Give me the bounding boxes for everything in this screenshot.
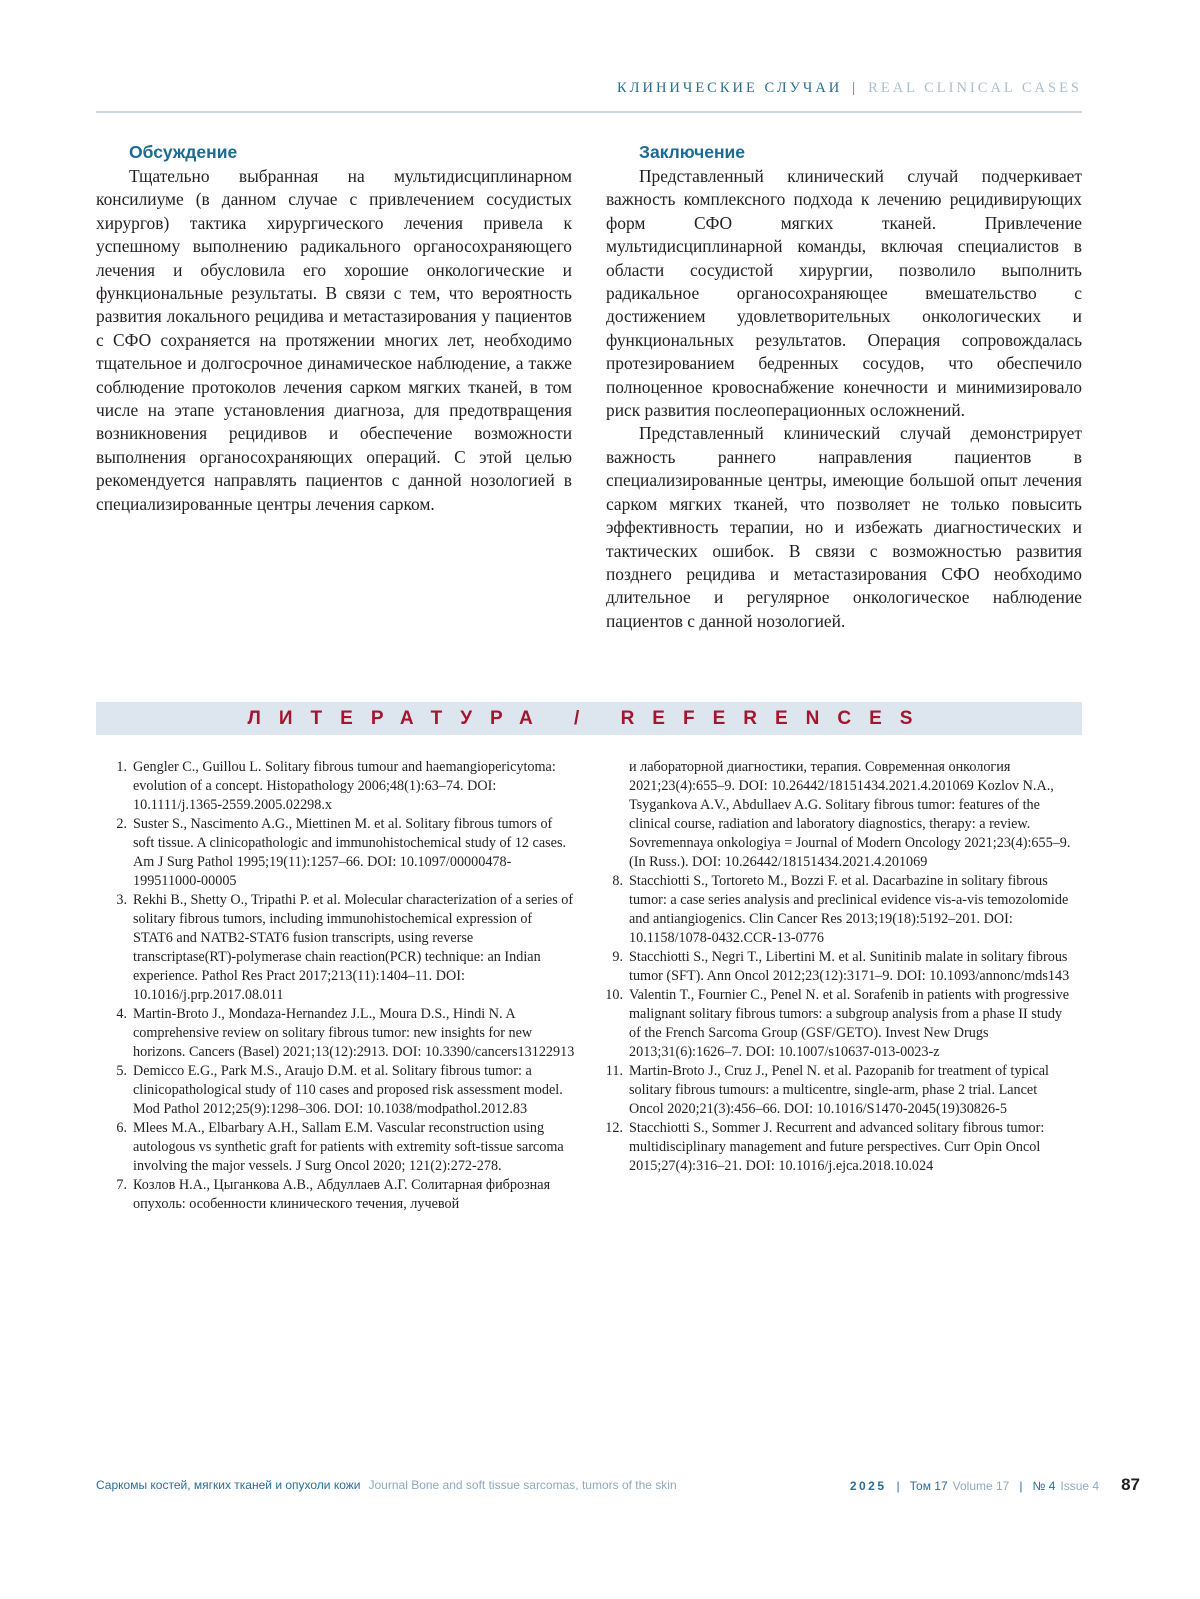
running-header [96,80,1082,98]
reference-item [105,758,575,815]
references-banner [96,702,1082,735]
reference-text: Stacchiotti S., Sommer J. Recurrent and advanced solitary fibrous tumor: multidisciplinary management and future perspectives. Curr Opin Oncol 2015;27(4):316–21. DOI: 10.1016/j.ejca.2018.10.024 [629,1120,1045,1174]
reference-text: Valentin T., Fournier C., Penel N. et al. Sorafenib in patients with progressive malignant solitary fibrous tumors: a subgroup analysis from a phase II study of the French Sarcoma Group (GSF/GETO). Invest New Drugs 2013;31(6):1626–7. DOI: 10.1007/s10637-013-0023-z [629,987,1069,1060]
reference-text: Martin-Broto J., Cruz J., Penel N. et al. Pazopanib for treatment of typical solitary fibrous tumours: a multicentre, single-arm, phase 2 trial. Lancet Oncol 2020;21(3):456–66. DOI: 10.1016/S1470-2045(19)30826-5 [629,1063,1049,1117]
conclusion-heading: Заключение [639,142,746,162]
journal-title [96,1478,677,1492]
reference-item [601,948,1071,986]
reference-item [601,986,1071,1062]
reference-text: Stacchiotti S., Tortoreto M., Bozzi F. et al. Dacarbazine in solitary fibrous tumor: a case series analysis and preclinical evidence vis-a-vis temozolomide and antiangiogenics. Clin Cancer Res 2013;19(18):5192–201. DOI: 10.1158/1078-0432.CCR-13-0776 [629,873,1069,946]
reference-text: Stacchiotti S., Negri T., Libertini M. et al. Sunitinib malate in solitary fibrous tumor (SFT). Ann Oncol 2012;23(12):3171–9. DOI: 10.1093/annonc/mds143 [629,949,1070,984]
volume-ru: Том 17 [909,1479,948,1493]
issue-info [850,1475,1140,1495]
issue-ru: № 4 [1032,1479,1056,1493]
references-list-left [105,758,575,1214]
reference-7-continuation: и лабораторной диагностики, терапия. Современная онкология 2021;23(4):655–9. DOI: 10.26442/18151434.2021.4.201069 Kozlov N.A., Tsygankova A.V., Abdullaev A.G. Solitary fibrous tumor: features of the clinical course, radiation and laboratory diagnostics, therapy: a review. Sovremennaya onkologiya = Journal of Modern Oncology 2021;23(4):655–9. (In Russ.). DOI: 10.26442/18151434.2021.4.201069 [629,759,1071,870]
reference-text: Козлов Н.А., Цыганкова А.В., Абдуллаев А.Г. Солитарная фиброзная опухоль: особенности клинического течения, лучевой [133,1177,551,1212]
conclusion-paragraph-2: Представленный клинический случай демонстрирует важность раннего направления пациентов в специализированные центры, имеющие большой опыт лечения сарком мягких тканей, что позволяет не только повысить эффективность терапии, но и избежать диагностических и тактических ошибок. В связи с возможностью развития позднего рецидива и метастазирования СФО необходимо длительное и регулярное онкологическое наблюдение пациентов с данной нозологией. [606,423,1082,631]
reference-number: 6. [116,1120,127,1136]
reference-number: 12. [605,1120,623,1136]
footer-separator: | [896,1479,900,1493]
reference-number: 11. [605,1063,623,1079]
reference-item [601,1119,1071,1176]
section-title-en: REAL CLINICAL CASES [868,80,1082,96]
references-title: ЛИТЕРАТУРА / REFERENCES [247,708,931,729]
section-title-ru: КЛИНИЧЕСКИЕ СЛУЧАИ [616,80,843,96]
reference-number: 3. [116,892,127,908]
reference-item [105,1176,575,1214]
reference-item [601,872,1071,948]
reference-number: 4. [116,1006,127,1022]
issue-en: Issue 4 [1060,1479,1100,1493]
footer-separator: | [1019,1479,1023,1493]
reference-number: 9. [612,949,623,965]
references-list-right [601,758,1071,1176]
discussion-heading: Обсуждение [129,142,238,162]
reference-number: 1. [116,759,127,775]
reference-text: Rekhi B., Shetty O., Tripathi P. et al. Molecular characterization of a series of solitary fibrous tumors, including immunohistochemical expression of STAT6 and NATB2-STAT6 fusion transcripts, using reverse transcriptase(RT)-polymerase chain reaction(PCR) technique: an Indian experience. Pathol Res Pract 2017;213(11):1404–11. DOI: 10.1016/j.prp.2017.08.011 [133,892,574,1003]
reference-number: 2. [116,816,127,832]
volume-en: Volume 17 [952,1479,1010,1493]
header-divider [96,111,1082,113]
reference-item [105,1062,575,1119]
reference-item [105,815,575,891]
reference-number: 7. [116,1177,127,1193]
reference-text: Mlees M.A., Elbarbary A.H., Sallam E.M. Vascular reconstruction using autologous vs synthetic graft for patients with extremity soft-tissue sarcoma involving the major vessels. J Surg Oncol 2020; 121(2):272-278. [133,1120,564,1174]
reference-text: Gengler C., Guillou L. Solitary fibrous tumour and haemangiopericytoma: evolution of a concept. Histopathology 2006;48(1):63–74. DOI: 10.1111/j.1365-2559.2005.02298.x [133,759,556,813]
reference-item [601,1062,1071,1119]
reference-text: Suster S., Nascimento A.G., Miettinen M. et al. Solitary fibrous tumors of soft tissue. A clinicopathologic and immunohistochemical study of 12 cases. Am J Surg Pathol 1995;19(11):1257–66. DOI: 10.1097/00000478-199511000-00005 [133,816,567,889]
publication-year: 2025 [849,1479,887,1493]
reference-text: Demicco E.G., Park M.S., Araujo D.M. et al. Solitary fibrous tumor: a clinicopathological study of 110 cases and proposed risk assessment model. Mod Pathol 2012;25(9):1298–306. DOI: 10.1038/modpathol.2012.83 [133,1063,563,1117]
discussion-paragraph-1: Тщательно выбранная на мультидисциплинарном консилиуме (в данном случае с привлечением сосудистых хирургов) тактика хирургического лечения привела к успешному выполнению радикального органосохраняющего лечения и обусловила его хорошие онкологические и функциональные результаты. В связи с тем, что вероятность развития локального рецидива и метастазирования у пациентов с СФО сохраняется на протяжении многих лет, необходимо тщательное и долгосрочное динамическое наблюдение, а также соблюдение протоколов лечения сарком мягких тканей, в том числе на этапе установления диагноза, для предотвращения возникновения рецидивов и обеспечение возможности выполнения органосохраняющих операций. С этой целью рекомендуется направлять пациентов с данной нозологией в специализированные центры лечения сарком. [96,166,572,514]
conclusion-column [606,142,1082,633]
reference-text: Martin-Broto J., Mondaza-Hernandez J.L., Moura D.S., Hindi N. A comprehensive review on solitary fibrous tumor: new insights for new horizons. Cancers (Basel) 2021;13(12):2913. DOI: 10.3390/cancers13122913 [133,1006,575,1060]
reference-item [105,891,575,1005]
journal-title-ru: Саркомы костей, мягких тканей и опухоли кожи [96,1478,361,1492]
reference-item [105,1005,575,1062]
reference-number: 5. [116,1063,127,1079]
journal-title-en: Journal Bone and soft tissue sarcomas, tumors of the skin [368,1478,677,1492]
reference-item [105,1119,575,1176]
page-number: 87 [1121,1475,1140,1494]
conclusion-paragraph-1: Представленный клинический случай подчеркивает важность комплексного подхода к лечению рецидивирующих форм СФО мягких тканей. Привлечение мультидисциплинарной команды, включая специалистов в области сосудистой хирургии, позволило выполнить радикальное органосохраняющее вмешательство с достижением удовлетворительных онкологических и функциональных результатов. Операция сопровождалась протезированием бедренных сосудов, что обеспечило полноценное кровоснабжение конечности и минимизировало риск развития послеоперационных осложнений. [606,166,1082,421]
references-sublist [601,872,1071,1176]
reference-number: 10. [605,987,623,1003]
discussion-column [96,142,572,516]
page-footer [96,1475,1140,1495]
header-separator: | [852,80,859,96]
reference-number: 8. [612,873,623,889]
